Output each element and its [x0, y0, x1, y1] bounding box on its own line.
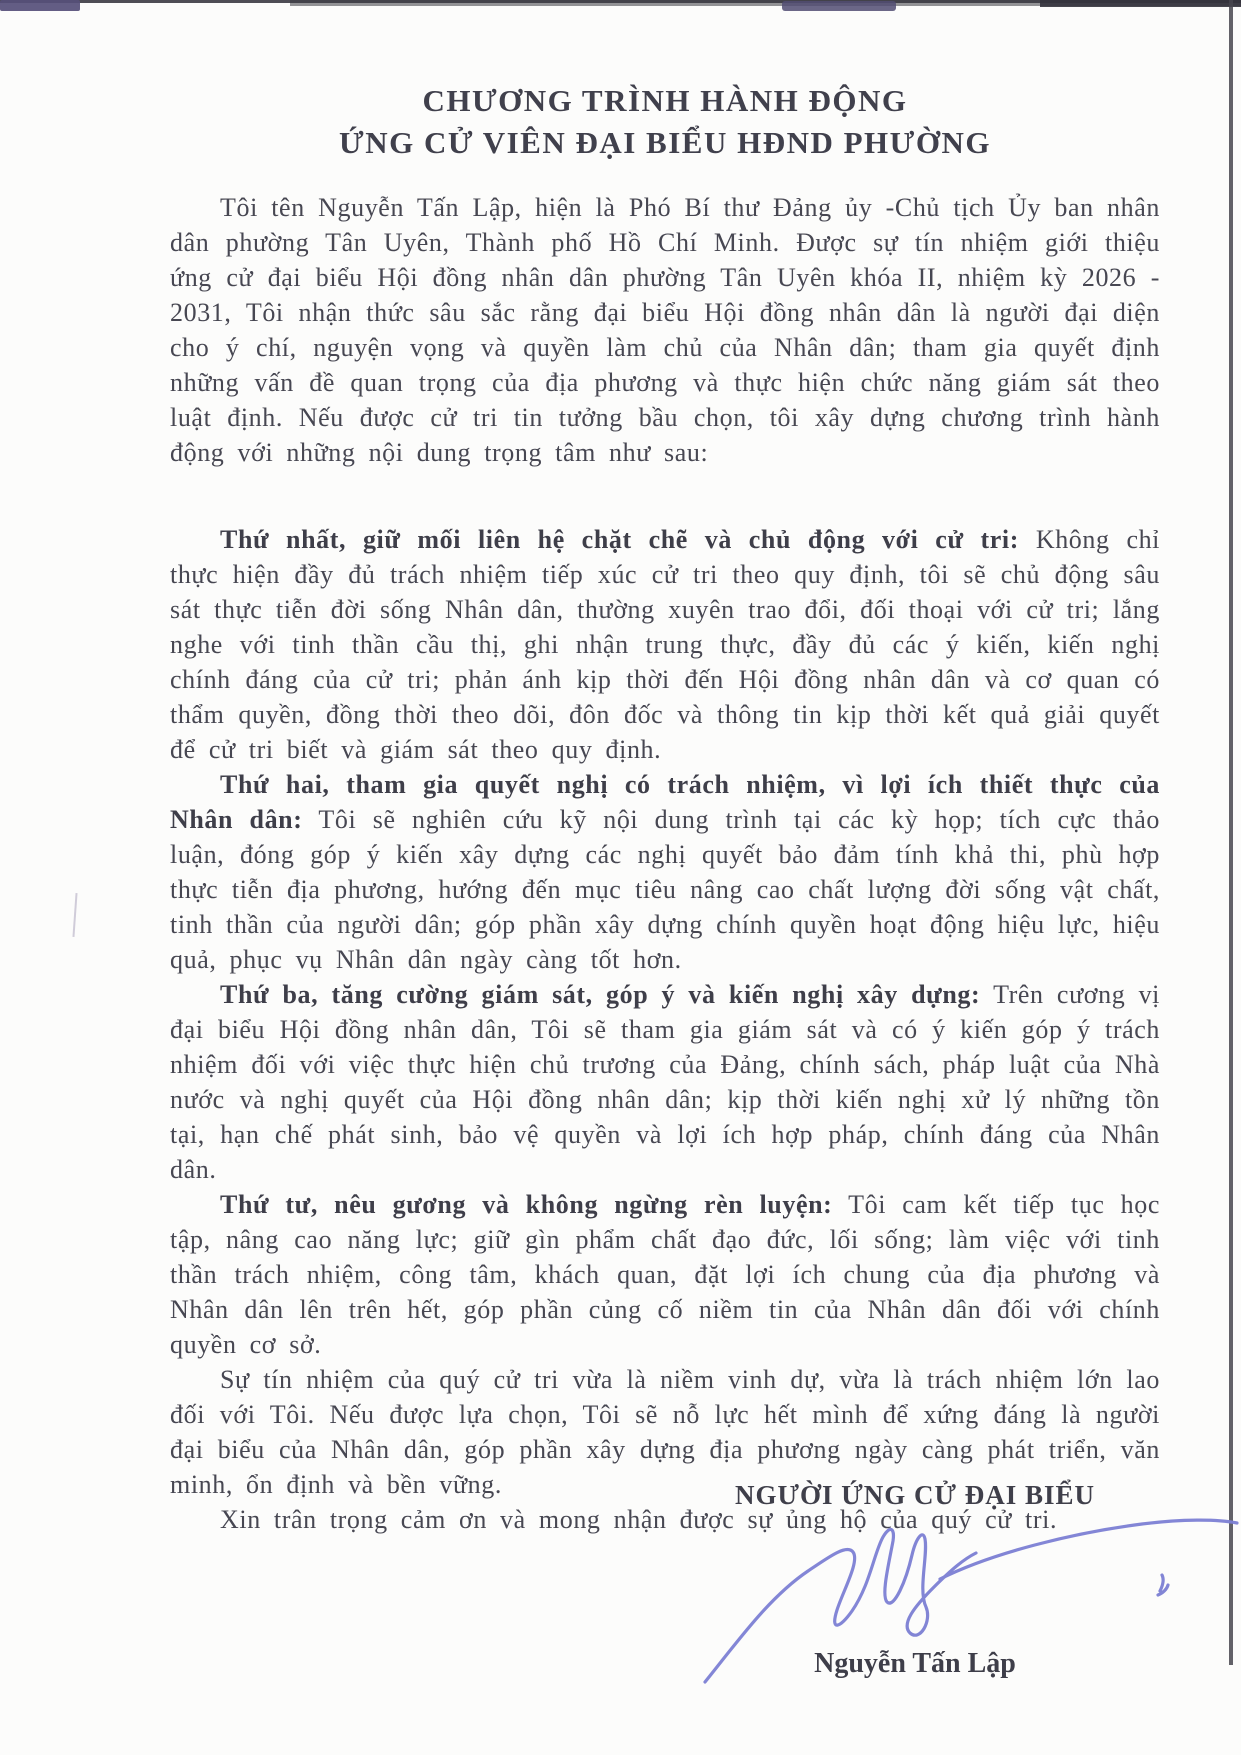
paragraph-intro-text: Tôi tên Nguyễn Tấn Lập, hiện là Phó Bí thư Đảng ủy -Chủ tịch Ủy ban nhân dân phường Tân Uyên, Thành phố Hồ Chí Minh. Được sự tín nhiệm giới thiệu ứng cử đại biểu Hội đồng nhân dân phường Tân Uyên khóa II, nhiệm kỳ 2026 - 2031, Tôi nhận thức sâu sắc rằng đại biểu Hội đồng nhân dân là người đại diện cho ý chí, nguyện vọng và quyền làm chủ của Nhân dân; tham gia quyết định những vấn đề quan trọng của địa phương và thực hiện chức năng giám sát theo luật định. Nếu được cử tri tin tưởng bầu chọn, tôi xây dựng chương trình hành động với những nội dung trọng tâm như sau: — [170, 193, 1160, 467]
scan-top-left-smudge — [0, 0, 80, 11]
scan-right-edge-line — [1229, 0, 1233, 1665]
signatory-role: NGƯỜI ỨNG CỬ ĐẠI BIỂU — [734, 1480, 1095, 1510]
signature-ink-dot — [1158, 1575, 1168, 1595]
paragraph-point-3-lead: Thứ ba, tăng cường giám sát, góp ý và kiến nghị xây dựng: — [220, 980, 981, 1009]
paragraph-point-4-lead: Thứ tư, nêu gương và không ngừng rèn luyện: — [220, 1190, 833, 1219]
paragraph-point-3-text: Trên cương vị đại biểu Hội đồng nhân dân, Tôi sẽ tham gia giám sát và có ý kiến góp ý trách nhiệm đối với việc thực hiện chủ trương của Đảng, chính sách, pháp luật của Nhà nước và nghị quyết của Hội đồng nhân dân; kịp thời kiến nghị xử lý những tồn tại, hạn chế phát sinh, bảo vệ quyền và lợi ích hợp pháp, chính đáng của Nhân dân. — [170, 980, 1160, 1184]
paragraph-point-2-text: Tôi sẽ nghiên cứu kỹ nội dung trình tại các kỳ họp; tích cực thảo luận, đóng góp ý kiến xây dựng các nghị quyết bảo đảm tính khả thi, phù hợp thực tiễn địa phương, hướng đến mục tiêu nâng cao chất lượng đời sống vật chất, tinh thần của người dân; góp phần xây dựng chính quyền hoạt động hiệu lực, hiệu quả, phục vụ Nhân dân ngày càng tốt hơn. — [170, 805, 1160, 974]
signature-flourish-stroke — [940, 1520, 1237, 1579]
paragraph-point-1-lead: Thứ nhất, giữ mối liên hệ chặt chẽ và chủ động với cử tri: — [220, 525, 1019, 554]
scan-top-right-edge — [1040, 0, 1241, 7]
document-body — [170, 190, 1160, 1537]
paragraph-point-4-text: Tôi cam kết tiếp tục học tập, nâng cao năng lực; giữ gìn phẩm chất đạo đức, lối sống; làm việc với tinh thần trách nhiệm, công tâm, khách quan, đặt lợi ích chung của địa phương và Nhân dân lên trên hết, góp phần củng cố niềm tin của Nhân dân đối với chính quyền cơ sở. — [170, 1190, 1161, 1359]
document-title-line1: CHƯƠNG TRÌNH HÀNH ĐỘNG — [422, 83, 908, 118]
document-title — [170, 80, 1160, 164]
paragraph-point-1 — [170, 522, 1160, 767]
paragraph-point-1-text: Không chỉ thực hiện đầy đủ trách nhiệm tiếp xúc cử tri theo quy định, tôi sẽ chủ động sâu sát thực tiễn đời sống Nhân dân, thường xuyên trao đổi, đối thoại với cử tri; lắng nghe với tinh thần cầu thị, ghi nhận trung thực, đầy đủ các ý kiến, kiến nghị chính đáng của cử tri; phản ánh kịp thời đến Hội đồng nhân dân và cơ quan có thẩm quyền, đồng thời theo dõi, đôn đốc và thông tin kịp thời kết quả giải quyết để cử tri biết và giám sát theo quy định. — [170, 525, 1161, 764]
paragraph-point-3 — [170, 977, 1160, 1187]
scan-left-crease — [72, 893, 77, 937]
paragraph-point-2-lead: Thứ hai, tham gia quyết nghị có trách nhiệm, vì lợi ích thiết thực của Nhân dân: — [170, 770, 1160, 834]
document-title-line2: ỨNG CỬ VIÊN ĐẠI BIỂU HĐND PHƯỜNG — [339, 125, 991, 160]
scan-top-middle-smudge — [782, 1, 896, 11]
paragraph-point-2 — [170, 767, 1160, 977]
paragraph-point-4 — [170, 1187, 1160, 1362]
paragraph-intro — [170, 190, 1160, 470]
paragraph-commitment-text: Sự tín nhiệm của quý cử tri vừa là niềm vinh dự, vừa là trách nhiệm lớn lao đối với Tôi. Nếu được lựa chọn, Tôi sẽ nỗ lực hết mình để xứng đáng là người đại biểu của Nhân dân, góp phần xây dựng địa phương ngày càng phát triển, văn minh, ổn định và bền vững. — [170, 1365, 1160, 1499]
signatory-name: Nguyễn Tấn Lập — [814, 1648, 1016, 1679]
paragraph-thanks-text: Xin trân trọng cảm ơn và mong nhận được sự ủng hộ của quý cử tri. — [220, 1505, 1058, 1534]
